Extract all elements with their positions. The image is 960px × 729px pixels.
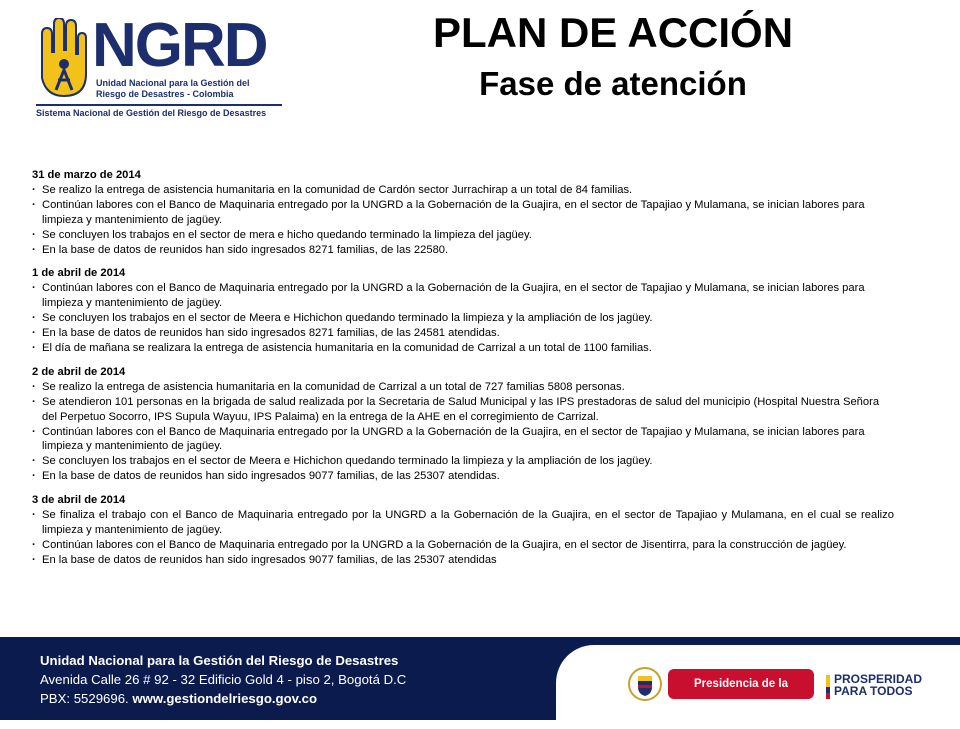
logo-divider [36,104,282,106]
logo-subtitle-line1: Unidad Nacional para la Gestión del [96,78,250,88]
hand-icon [36,18,88,98]
logo-footer-text: Sistema Nacional de Gestión del Riesgo de Desastres [36,108,267,118]
list-item: · Se atendieron 101 personas en la brigada de salud realizada por la Secretaria de Salud Municipal y las IPS prestadoras de salud del municipio (Hospital Nuestra Señora del Perpetuo Socorro, IPS Supula Wayuu, IPS Palaima) en la entrega de la AHE en el corregimiento de Carrizal. [32,395,894,425]
footer-website-link[interactable]: www.gestiondelriesgo.gov.co [132,691,318,706]
day-section [32,493,894,568]
footer-phone: PBX: 5529696. [40,691,129,706]
list-item: · En la base de datos de reunidos han sido ingresados 9077 familias, de las 25307 atendidas [32,553,894,568]
government-logos [556,645,960,720]
list-item: · Se concluyen los trabajos en el sector de mera e hicho quedando terminado la limpieza del jagüey. [32,228,894,243]
day-title: 2 de abril de 2014 [32,365,126,378]
list-item: · En la base de datos de reunidos han sido ingresados 9077 familias, de las 25307 atendidas. [32,469,894,484]
day-items [32,508,894,568]
page-subtitle: Fase de atención [479,65,747,102]
list-item: · Continúan labores con el Banco de Maquinaria entregado por la UNGRD a la Gobernación de la Guajira, en el sector de Jisentirra, para la construcción de jagüey. [32,538,894,553]
coat-of-arms-icon [628,667,662,701]
prosperidad-line2: PARA TODOS [834,684,913,698]
day-items [32,183,894,258]
footer-contact [40,651,406,708]
list-item: · En la base de datos de reunidos han sido ingresados 8271 familias, de las 24581 atendidas. [32,326,894,341]
day-section [32,365,894,484]
list-item: · Se realizo la entrega de asistencia humanitaria en la comunidad de Cardón sector Jurrachirap a un total de 84 familias. [32,183,894,198]
list-item: · Se finaliza el trabajo con el Banco de Maquinaria entregado por la UNGRD a la Gobernación de la Guajira, en el sector de Tapajiao y Mulamana, en el cual se realizo limpieza y mantenimiento de jagüey. [32,508,894,538]
day-section [32,168,894,257]
day-title: 3 de abril de 2014 [32,494,126,507]
day-section [32,266,894,355]
list-item: · Continúan labores con el Banco de Maquinaria entregado por la UNGRD a la Gobernación de la Guajira, en el sector de Tapajiao y Mulamana, se inician labores para limpieza y mantenimiento de jagüey. [32,198,894,228]
footer-phone-web [40,689,406,708]
list-item: · Se concluyen los trabajos en el sector de Meera e Hichichon quedando terminado la limpieza y la ampliación de los jagüey. [32,311,894,326]
day-title: 1 de abril de 2014 [32,267,126,280]
report-content [32,168,894,568]
prosperidad-line1: PROSPERIDAD [834,672,923,686]
colombia-flag-icon [826,675,830,699]
day-items [32,281,894,356]
page-title: PLAN DE ACCIÓN [432,9,794,56]
footer-address: Avenida Calle 26 # 92 - 32 Edificio Gold 4 - piso 2, Bogotá D.C [40,672,407,687]
logo-brand: NGRD [92,11,267,80]
list-item: · En la base de datos de reunidos han sido ingresados 8271 familias, de las 22580. [32,243,894,258]
prosperidad-logo [834,673,922,697]
list-item: · El día de mañana se realizara la entrega de asistencia humanitaria en la comunidad de Carrizal a un total de 1100 familias. [32,341,894,356]
presidencia-badge: Presidencia de la República [668,669,814,699]
header [0,0,960,150]
day-items [32,380,894,484]
day-title: 31 de marzo de 2014 [32,169,141,181]
ungrd-logo [28,12,284,124]
list-item: · Continúan labores con el Banco de Maquinaria entregado por la UNGRD a la Gobernación de la Guajira, en el sector de Tapajiao y Mulamana, se inician labores para limpieza y mantenimiento de jagüey. [32,425,894,455]
footer-org-name: Unidad Nacional para la Gestión del Riesgo de Desastres [40,653,399,668]
list-item: · Se concluyen los trabajos en el sector de Meera e Hichichon quedando terminado la limpieza y la ampliación de los jagüey. [32,454,894,469]
list-item: · Continúan labores con el Banco de Maquinaria entregado por la UNGRD a la Gobernación de la Guajira, en el sector de Tapajiao y Mulamana, se inician labores para limpieza y mantenimiento de jagüey. [32,281,894,311]
list-item: · Se realizo la entrega de asistencia humanitaria en la comunidad de Carrizal a un total de 727 familias 5808 personas. [32,380,894,395]
footer [0,637,960,720]
logo-subtitle [96,78,282,100]
logo-subtitle-line2: Riesgo de Desastres - Colombia [96,89,234,99]
